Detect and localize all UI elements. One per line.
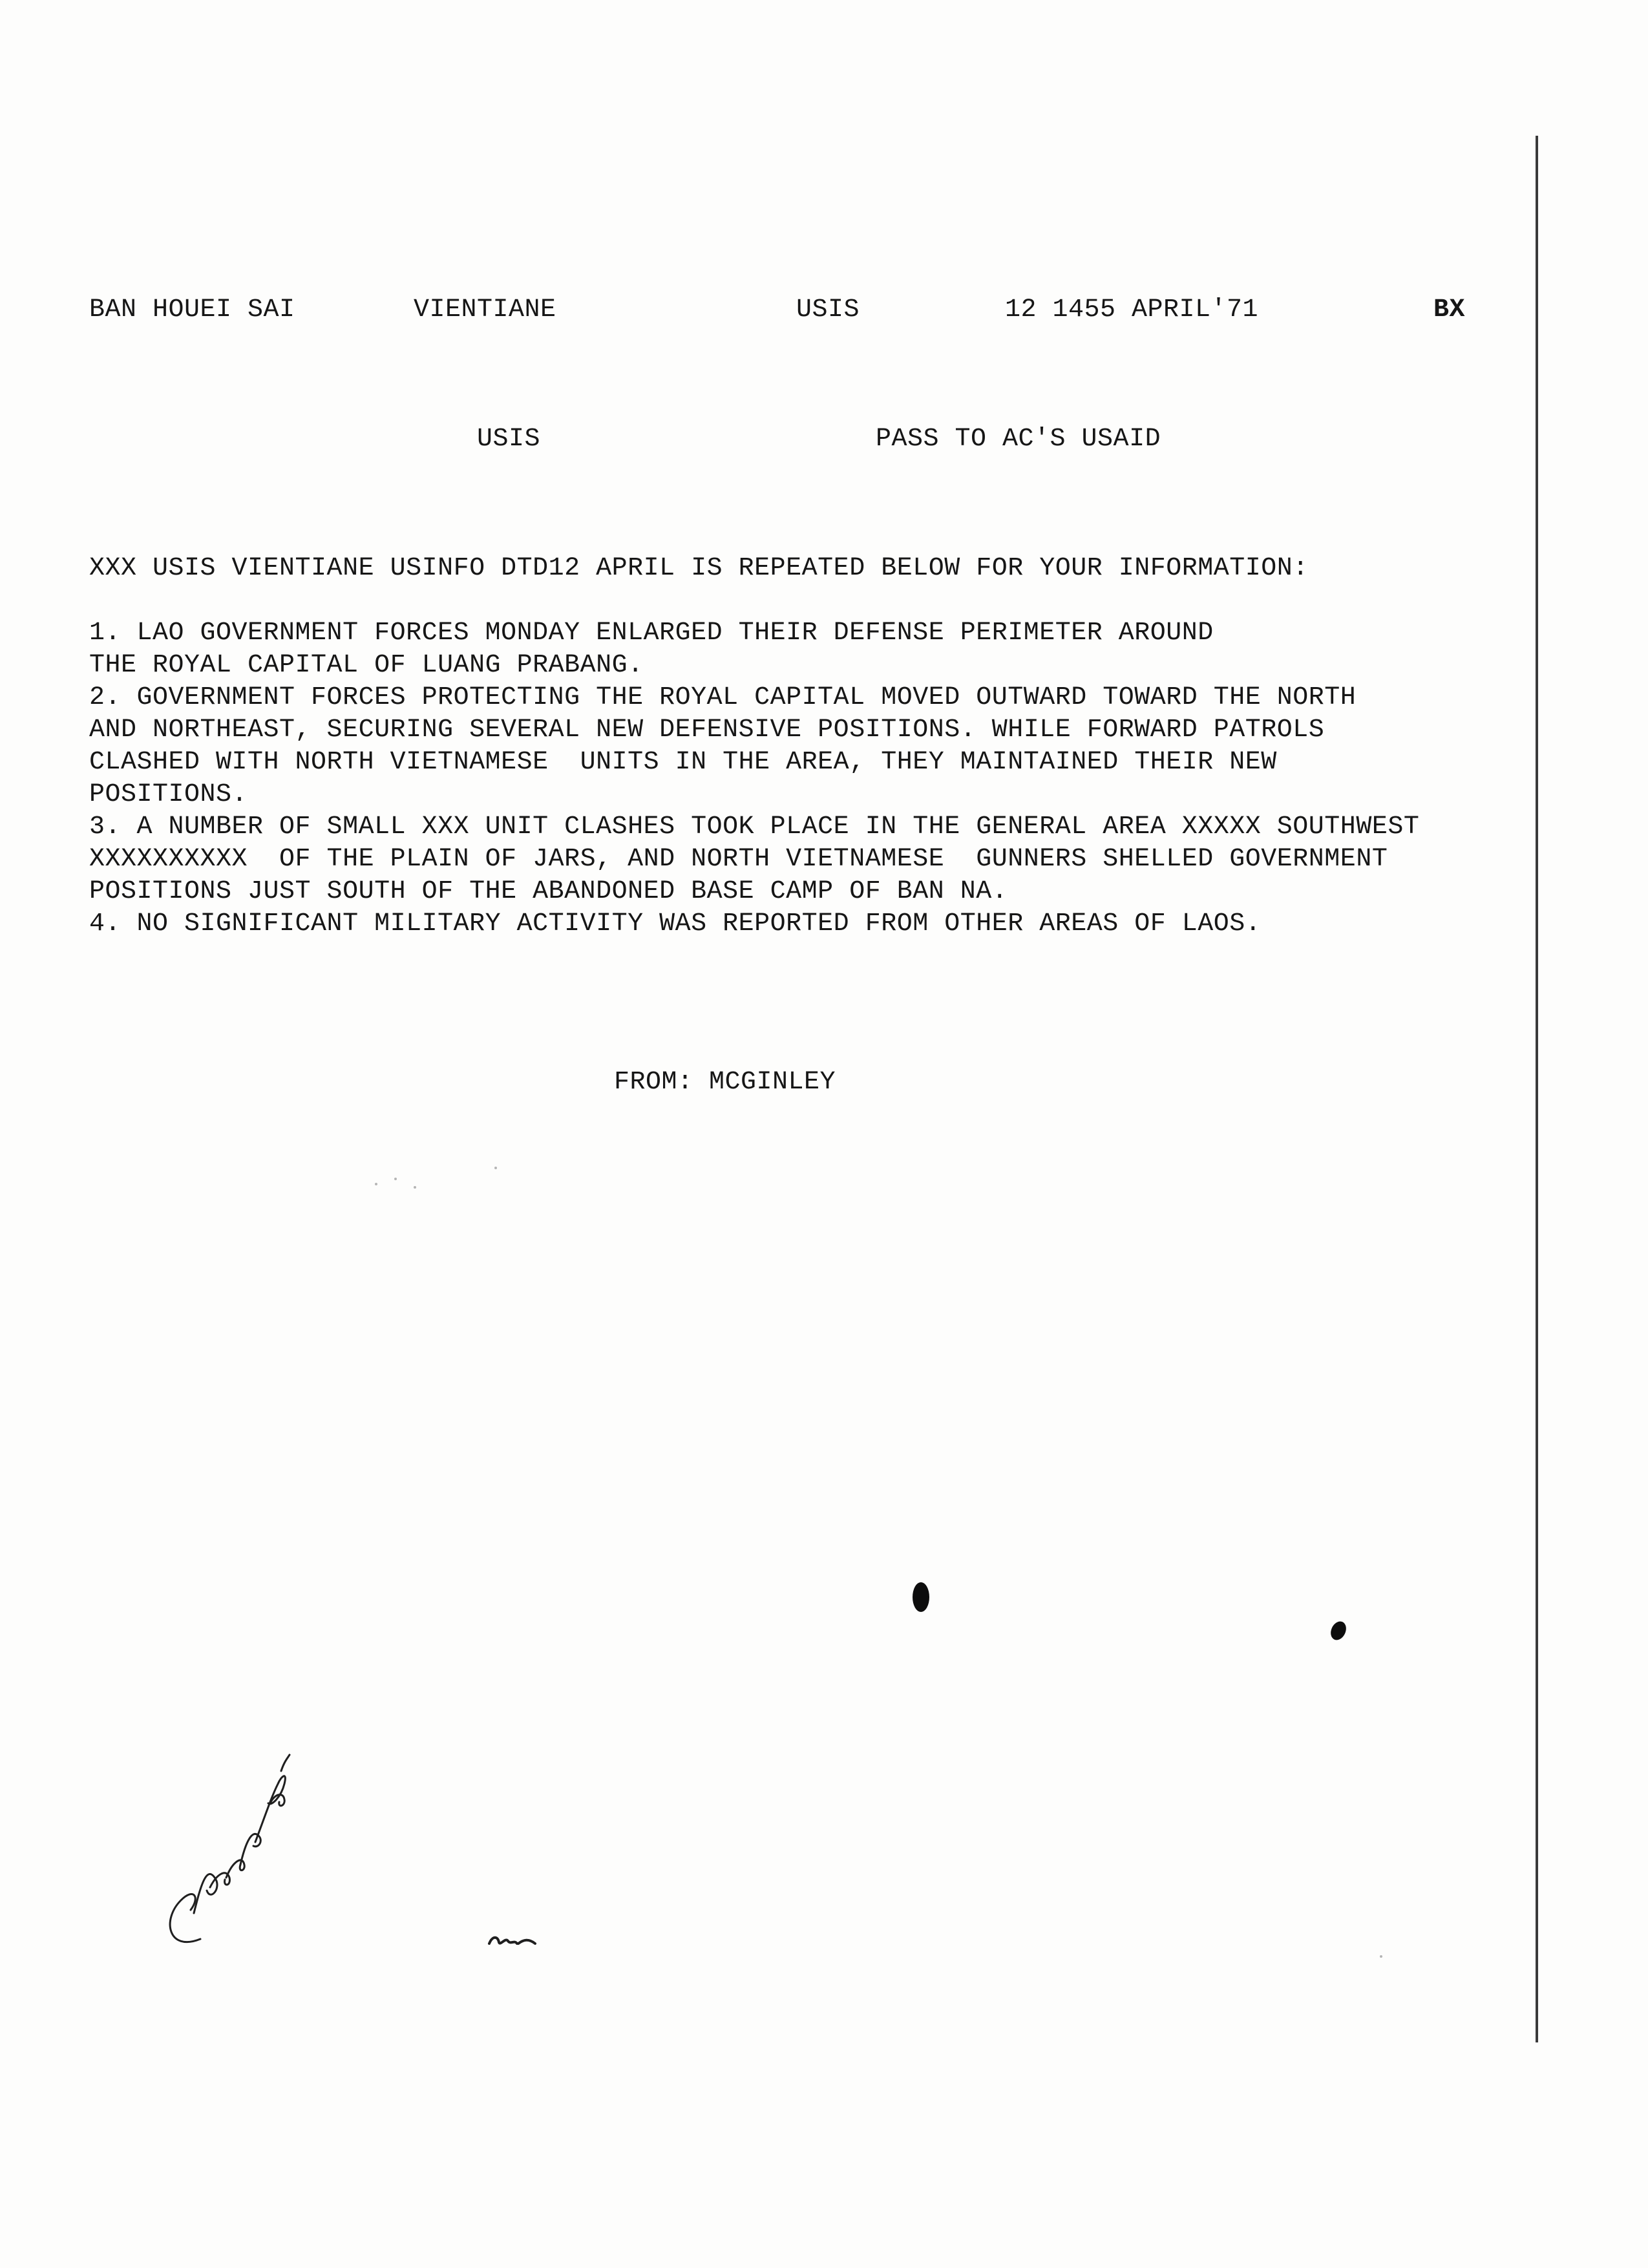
speckle (1380, 1955, 1382, 1958)
body-line: XXXXXXXXXX OF THE PLAIN OF JARS, AND NORTH VIETNAMESE GUNNERS SHELLED GOVERNMENT (89, 845, 1388, 874)
routing-to: USIS (477, 425, 541, 454)
header-datetime: 12 1455 APRIL'71 (1005, 295, 1259, 324)
from-line: FROM: MCGINLEY (614, 1068, 836, 1097)
body-line: THE ROYAL CAPITAL OF LUANG PRABANG. (89, 651, 644, 680)
ink-scribble (486, 1929, 538, 1949)
speckle (394, 1178, 397, 1180)
ink-blot (1328, 1619, 1349, 1642)
body-line: POSITIONS JUST SOUTH OF THE ABANDONED BASE CAMP OF BAN NA. (89, 877, 1008, 906)
body-line: CLASHED WITH NORTH VIETNAMESE UNITS IN THE AREA, THEY MAINTAINED THEIR NEW (89, 748, 1277, 777)
body-line: AND NORTHEAST, SECURING SEVERAL NEW DEFENSIVE POSITIONS. WHILE FORWARD PATROLS (89, 715, 1325, 745)
header-destination: VIENTIANE (414, 295, 556, 324)
routing-instruction: PASS TO AC'S USAID (876, 425, 1161, 454)
ink-blot (913, 1582, 929, 1612)
body-line: POSITIONS. (89, 780, 248, 809)
header-agency: USIS (796, 295, 860, 324)
header-origin: BAN HOUEI SAI (89, 295, 295, 324)
body-line: 4. NO SIGNIFICANT MILITARY ACTIVITY WAS REPORTED FROM OTHER AREAS OF LAOS. (89, 909, 1262, 938)
handwritten-signature (155, 1732, 304, 1965)
speckle (414, 1186, 416, 1189)
body-line: 1. LAO GOVERNMENT FORCES MONDAY ENLARGED THEIR DEFENSE PERIMETER AROUND (89, 619, 1214, 648)
speckle (375, 1183, 377, 1185)
body-line: 2. GOVERNMENT FORCES PROTECTING THE ROYAL CAPITAL MOVED OUTWARD TOWARD THE NORTH (89, 683, 1357, 712)
speckle (494, 1167, 497, 1169)
header-code: BX (1433, 295, 1466, 324)
body-line: 3. A NUMBER OF SMALL XXX UNIT CLASHES TOOK PLACE IN THE GENERAL AREA XXXXX SOUTHWEST (89, 812, 1420, 842)
intro-line: XXX USIS VIENTIANE USINFO DTD12 APRIL IS REPEATED BELOW FOR YOUR INFORMATION: (89, 554, 1309, 583)
margin-rule (1536, 136, 1538, 2042)
